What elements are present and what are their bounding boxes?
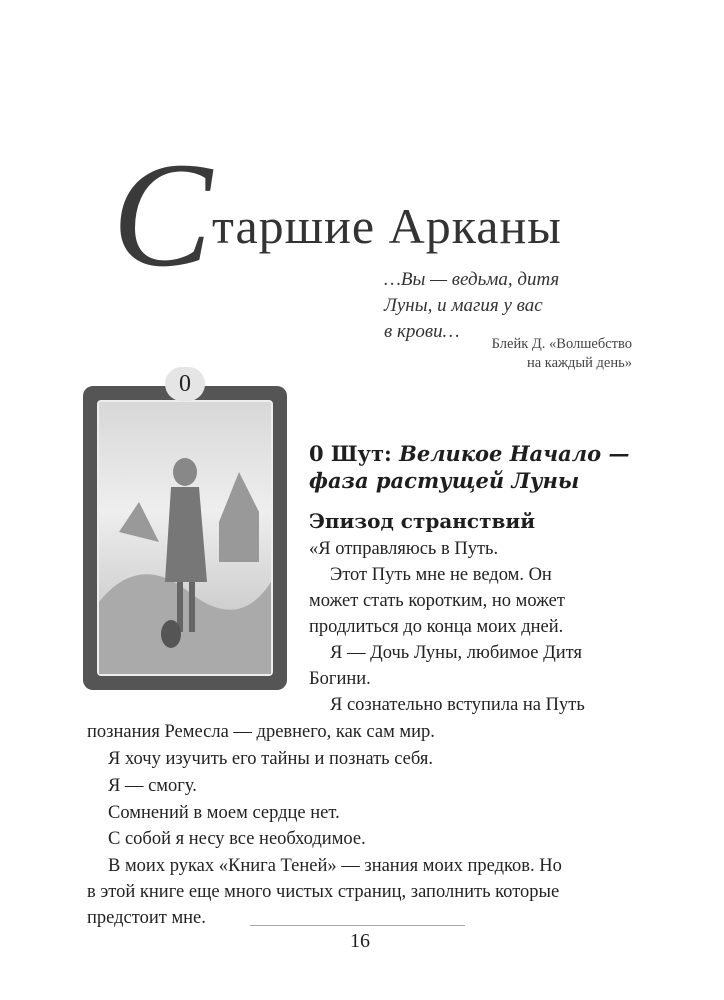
section-heading — [309, 440, 639, 494]
epigraph-line: …Вы — ведьма, дитя — [384, 269, 560, 290]
footer-rule — [250, 925, 465, 926]
tarot-card-image — [83, 386, 287, 690]
decorative-initial: С — [112, 132, 213, 298]
epigraph-line: в крови… — [384, 321, 460, 342]
body-line: С собой я несу все необходимое. — [108, 829, 366, 849]
epigraph-line: Луны, и магия у вас — [384, 295, 543, 316]
card-illustration — [97, 400, 273, 676]
chapter-title: таршие Арканы — [212, 198, 562, 254]
epigraph-source — [372, 335, 632, 373]
body-line: Я — Дочь Луны, любимое Дитя — [330, 643, 583, 663]
card-number-badge: 0 — [165, 367, 205, 401]
page-number: 16 — [350, 930, 370, 952]
body-line: Я — смогу. — [108, 776, 197, 796]
source-line: Блейк Д. «Волшебство — [491, 336, 632, 352]
subheading: Эпизод странствий — [309, 509, 536, 533]
source-line: на каждый день» — [526, 355, 632, 371]
body-line: Я хочу изучить его тайны и познать себя. — [108, 749, 433, 769]
heading-number: 0 Шут: — [309, 441, 400, 466]
body-line: познания Ремесла — древнего, как сам мир. — [87, 722, 435, 742]
body-line: Я сознательно вступила на Путь — [330, 695, 585, 715]
body-line: Сомнений в моем сердце нет. — [108, 803, 340, 823]
fool-figure-illustration — [99, 402, 271, 674]
heading-italic: Великое Начало — фаза растущей Луны — [309, 441, 630, 493]
body-line: предстоит мне. — [87, 908, 206, 928]
body-line: в этой книге еще много чистых страниц, заполнить которые — [87, 882, 560, 902]
body-line: «Я отправляюсь в Путь. — [309, 539, 499, 559]
body-line: продлиться до конца моих дней. — [309, 617, 564, 637]
body-line: Этот Путь мне не ведом. Он — [330, 565, 552, 585]
body-line: Богини. — [309, 669, 371, 689]
body-line: В моих руках «Книга Теней» — знания моих предков. Но — [108, 856, 562, 876]
epigraph — [384, 267, 559, 345]
body-line: может стать коротким, но может — [309, 591, 565, 611]
